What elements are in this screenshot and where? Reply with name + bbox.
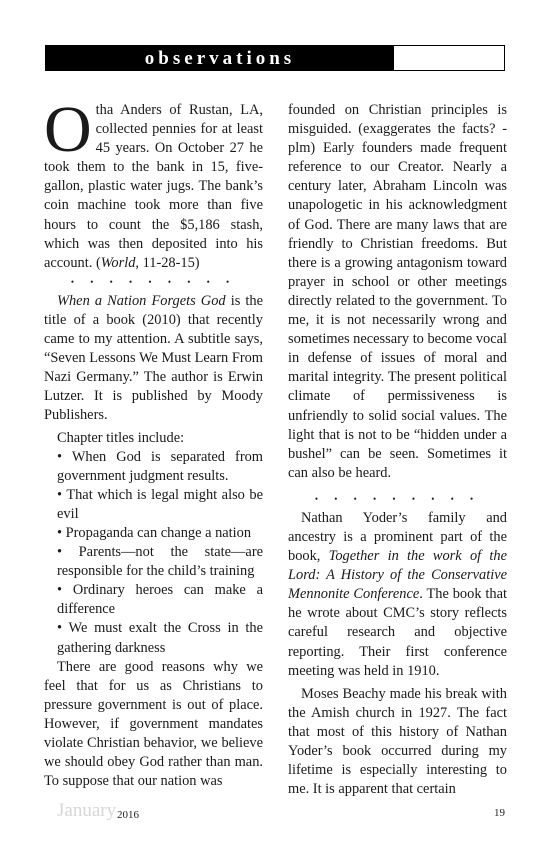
chapter-item: • Ordinary heroes can make a difference <box>57 582 263 618</box>
chapter-item: • When God is separated from government judgment results. <box>57 448 263 484</box>
paragraph-book-intro <box>44 292 263 426</box>
paragraph-otha-anders <box>44 93 263 273</box>
chapter-item: • That which is legal might also be evil <box>57 486 263 522</box>
drop-cap: O <box>44 93 92 166</box>
left-column <box>44 93 263 791</box>
banner-black-bar <box>46 46 394 70</box>
paragraph-government: There are good reasons why we feel that for us as Christians to pressure government is out of place. However, if government mandates violate Christian behavior, we believe we should obey God rather than man. To suppose that our nation was <box>44 658 263 790</box>
section-divider: • • • • • • • • • <box>70 276 237 287</box>
section-title: observations <box>144 47 296 69</box>
book-title: Together in the work of the Lord: A History of the Conservative Mennonite Conference <box>288 548 507 603</box>
paragraph-text: tha Anders of Rustan, LA, collected pennies for at least 45 years. On October 27 he took them to the bank in 15, five-gallon, plastic water jugs. The bank’s coin machine took more than five hours to count the $5,186 stash, which was then deposited into his account. ( <box>44 102 263 271</box>
paragraph-christian-principles: founded on Christian principles is misguided. (exaggerates the facts? -plm) Early founders made frequent reference to our Creator. Nearly a century later, Abraham Lincoln was unapologetic in his acknowledgment of God. There are many laws that are friendly to Christian freedoms. But there is a growing antagonism toward prayer in school or other meetings directly related to the government. To me, it is not necessarily wrong and sometimes necessary to become vocal in defense of issues of moral and marital integrity. The present political climate of permissiveness is unfriendly to solid social values. The light that is not to be “hidden under a bushel” can be seen. Sometimes it can also be heard. <box>288 102 507 481</box>
paragraph-text: . The book that he wrote about CMC’s story reflects careful research and objective reporting. Their first conference meeting was held in 1910. <box>288 586 507 679</box>
footer-month: January <box>57 800 117 821</box>
chapters-intro: Chapter titles include: <box>57 429 185 446</box>
chapter-item: • Parents—not the state—are responsible for the child’s training <box>57 544 263 580</box>
footer-year: 2016 <box>117 809 139 821</box>
chapter-item: • Propaganda can change a nation <box>57 524 252 541</box>
section-banner <box>45 45 505 71</box>
source-citation: World <box>100 254 136 271</box>
citation-date: , 11-28-15) <box>135 254 200 271</box>
right-column <box>288 101 507 799</box>
paragraph-text: Nathan Yoder’s family and ancestry is a prominent part of the book, <box>288 509 507 565</box>
section-divider: • • • • • • • • • <box>314 493 481 504</box>
paragraph-text: is the title of a book (2010) that recently came to my attention. A subtitle says, “Seven Lessons We Must Learn From Nazi Germany.” The author is Erwin Lutzer. It is published by Moody Publishers. <box>44 292 263 424</box>
paragraph-moses-beachy: Moses Beachy made his break with the Amish church in 1927. The fact that most of this history of Nathan Yoder’s book occurred during my lifetime is especially interesting to me. It is apparent that certain <box>288 685 507 798</box>
book-title: When a Nation Forgets God <box>57 292 226 309</box>
paragraph-nathan-yoder <box>288 509 507 681</box>
page-number: 19 <box>494 807 505 819</box>
chapter-item: • We must exalt the Cross in the gathering darkness <box>57 620 263 656</box>
